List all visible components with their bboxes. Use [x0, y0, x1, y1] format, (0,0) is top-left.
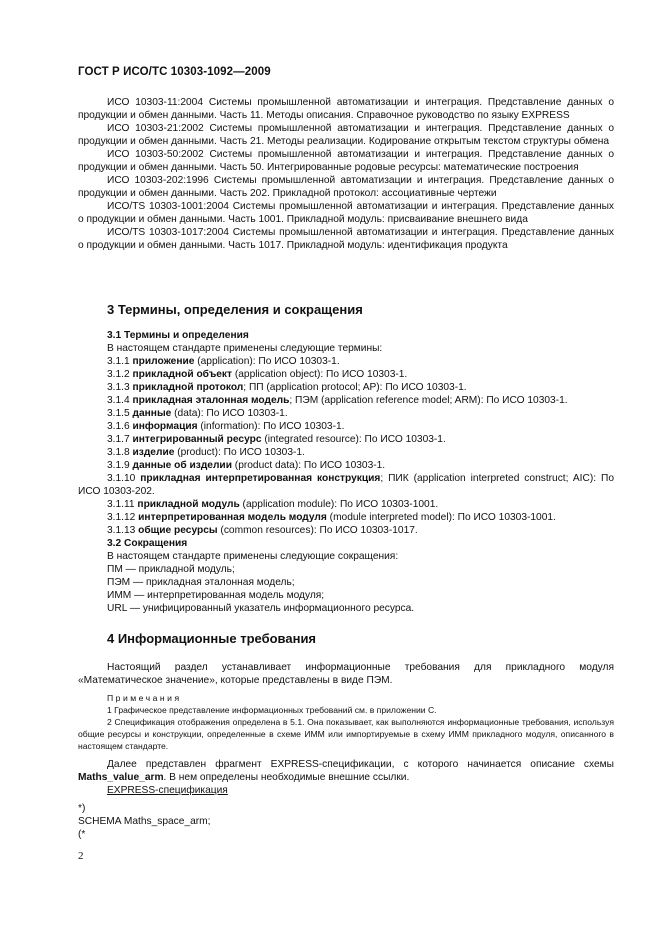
term-number: 3.1.11	[107, 499, 135, 510]
term-item	[78, 433, 614, 446]
notes-title: Примечания	[107, 693, 182, 703]
term-definition: ; ПИК (application interpreted construct; AIC): По ИСО 10303-202.	[78, 473, 614, 497]
section-4	[78, 631, 614, 647]
term-item	[78, 394, 614, 407]
term-definition: (application): По ИСО 10303-1.	[194, 356, 340, 367]
term-definition: (information): По ИСО 10303-1.	[197, 421, 345, 432]
term-name: изделие	[132, 447, 175, 458]
term-item	[78, 511, 614, 524]
term-name: приложение	[132, 356, 195, 367]
page-number: 2	[78, 850, 84, 862]
section-4-title: 4 Информационные требования	[107, 631, 317, 646]
term-name: общие ресурсы	[138, 525, 218, 536]
term-item	[78, 446, 614, 459]
abbrev-item: ИММ — интерпретированная модель модуля;	[107, 590, 325, 601]
express-intro-paragraph	[78, 758, 614, 784]
term-number: 3.1.5	[107, 408, 130, 419]
note-item: 1 Графическое представление информационных требований см. в приложении С.	[107, 705, 437, 715]
reference-item: ИСО 10303-21:2002 Системы промышленной автоматизации и интеграция. Представление данных о продукции и обмен данными. Часть 21. Методы реализации. Кодирование открытым текстом структуры обмена	[78, 123, 614, 147]
section-3-body	[78, 329, 614, 615]
term-number: 3.1.13	[107, 525, 136, 536]
abbrev-item: ПМ — прикладной модуль;	[107, 564, 235, 575]
subsection-3-1-title: 3.1 Термины и определения	[107, 330, 249, 341]
term-definition: (integrated resource): По ИСО 10303-1.	[261, 434, 446, 445]
section-3	[78, 302, 614, 318]
section-4-paragraph: Настоящий раздел устанавливает информационные требования для прикладного модуля «Математическое значение», которые представлены в виде ПЭМ.	[78, 662, 614, 686]
term-name: интерпретированная модель модуля	[138, 512, 327, 523]
subsection-3-2-title: 3.2 Сокращения	[107, 538, 188, 549]
terms-intro: В настоящем стандарте применены следующие термины:	[107, 343, 383, 354]
document-header: ГОСТ Р ИСО/ТС 10303-1092—2009	[78, 66, 271, 78]
schema-name: Maths_value_arm	[78, 772, 164, 783]
term-item	[78, 407, 614, 420]
term-name: прикладная эталонная модель	[132, 395, 290, 406]
term-name: данные об изделии	[132, 460, 232, 471]
abbrev-item: URL — унифицированный указатель информационного ресурса.	[107, 603, 415, 614]
term-number: 3.1.6	[107, 421, 130, 432]
term-item	[78, 524, 614, 537]
term-number: 3.1.8	[107, 447, 130, 458]
term-name: прикладной объект	[132, 369, 233, 380]
term-definition: (application object): По ИСО 10303-1.	[232, 369, 408, 380]
code-line: *)	[78, 803, 86, 814]
section-3-title: 3 Термины, определения и сокращения	[107, 302, 363, 317]
term-name: информация	[132, 421, 198, 432]
term-definition: (common resources): По ИСО 10303-1017.	[217, 525, 418, 536]
term-name: интегрированный ресурс	[132, 434, 262, 445]
code-line: SCHEMA Maths_space_arm;	[78, 816, 211, 827]
terms-list	[78, 355, 614, 537]
term-item	[78, 498, 614, 511]
term-name: прикладной модуль	[137, 499, 240, 510]
code-line: (*	[78, 829, 86, 840]
reference-item: ИСО/TS 10303-1001:2004 Системы промышленной автоматизации и интеграция. Представление данных о продукции и обмен данными. Часть 1001. Прикладной модуль: присваивание внешнего вида	[78, 201, 614, 225]
term-number: 3.1.10	[107, 473, 136, 484]
term-definition: (data): По ИСО 10303-1.	[171, 408, 288, 419]
note-item: 2 Спецификация отображения определена в 5.1. Она показывает, как выполняются информационные требования, используя общие ресурсы и конструкции, определенные в схеме ИММ или импортируемые в схему ИММ прикладного модуля, описанного в настоящем стандарте.	[78, 717, 614, 751]
term-name: прикладной протокол	[132, 382, 244, 393]
term-item	[78, 368, 614, 381]
term-item	[78, 381, 614, 394]
abbrev-item: ПЭМ — прикладная эталонная модель;	[107, 577, 295, 588]
abbrevs-intro: В настоящем стандарте применены следующие сокращения:	[107, 551, 399, 562]
term-item	[78, 459, 614, 472]
term-definition: (application module): По ИСО 10303-1001.	[239, 499, 439, 510]
term-definition: ; ПЭМ (application reference model; ARM): По ИСО 10303-1.	[289, 395, 568, 406]
term-number: 3.1.3	[107, 382, 130, 393]
term-definition: ; ПП (application protocol; AP): По ИСО 10303-1.	[243, 382, 467, 393]
express-spec-label: EXPRESS-спецификация	[107, 785, 228, 796]
term-number: 3.1.12	[107, 512, 136, 523]
term-item	[78, 355, 614, 368]
term-number: 3.1.9	[107, 460, 130, 471]
reference-item: ИСО 10303-11:2004 Системы промышленной автоматизации и интеграция. Представление данных о продукции и обмен данными. Часть 11. Методы описания. Справочное руководство по языку EXPRESS	[78, 97, 614, 121]
express-intro-text-end: . В нем определены необходимые внешние ссылки.	[163, 772, 410, 783]
term-item	[78, 472, 614, 498]
term-number: 3.1.2	[107, 369, 130, 380]
reference-item: ИСО 10303-202:1996 Системы промышленной автоматизации и интеграция. Представление данных о продукции и обмен данными. Часть 202. Прикладной протокол: ассоциативные чертежи	[78, 175, 614, 199]
express-intro-text: Далее представлен фрагмент EXPRESS-спецификации, с которого начинается описание схемы	[107, 759, 614, 770]
term-definition: (module interpreted model): По ИСО 10303-1001.	[326, 512, 556, 523]
reference-item: ИСО/TS 10303-1017:2004 Системы промышленной автоматизации и интеграция. Представление данных о продукции и обмен данными. Часть 1017. Прикладной модуль: идентификация продукта	[78, 227, 614, 251]
reference-item: ИСО 10303-50:2002 Системы промышленной автоматизации и интеграция. Представление данных о продукции и обмен данными. Часть 50. Интегрированные родовые ресурсы: математические построения	[78, 149, 614, 173]
term-number: 3.1.7	[107, 434, 130, 445]
express-code	[78, 802, 211, 841]
section-4-body	[78, 661, 614, 797]
term-definition: (product): По ИСО 10303-1.	[174, 447, 305, 458]
normative-references	[78, 96, 614, 252]
term-name: прикладная интерпретированная конструкция	[140, 473, 381, 484]
term-number: 3.1.1	[107, 356, 130, 367]
notes	[78, 692, 614, 752]
term-number: 3.1.4	[107, 395, 130, 406]
term-definition: (product data): По ИСО 10303-1.	[231, 460, 386, 471]
express-label-line	[78, 784, 614, 797]
term-name: данные	[132, 408, 172, 419]
term-item	[78, 420, 614, 433]
